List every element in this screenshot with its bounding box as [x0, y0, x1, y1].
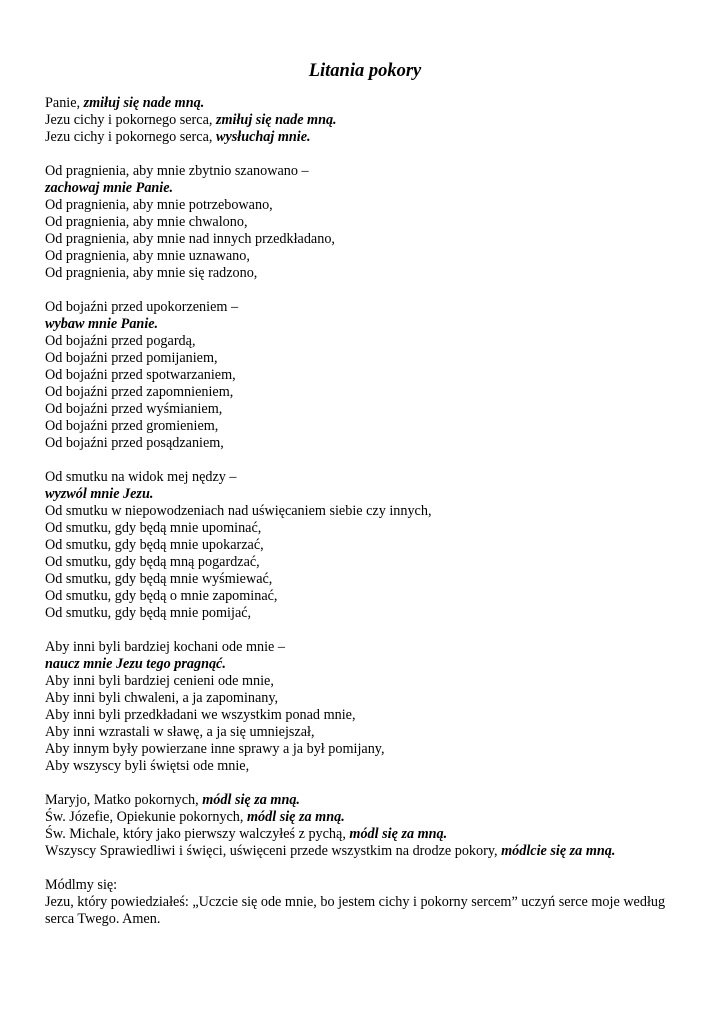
invocation-text: Od smutku, gdy będą o mnie zapominać,	[45, 588, 278, 604]
invocation-text: Panie,	[45, 95, 84, 111]
stanza	[45, 639, 685, 775]
litany-line	[45, 180, 685, 197]
invocation-text: Od smutku na widok mej nędzy –	[45, 469, 237, 485]
invocation-text: Jezu, który powiedziałeś: „Uczcie się ode mnie, bo jestem cichy i pokorny sercem” uczyń serce moje według serca Twego. Amen.	[45, 894, 666, 927]
stanza	[45, 469, 685, 622]
invocation-text: Módlmy się:	[45, 877, 118, 893]
litany-line	[45, 792, 685, 809]
litany-body	[45, 95, 685, 928]
litany-line	[45, 809, 685, 826]
invocation-text: Od smutku, gdy będą mnie upokarzać,	[45, 537, 264, 553]
litany-line	[45, 95, 685, 112]
litany-line	[45, 316, 685, 333]
response-text: módl się za mną.	[247, 809, 345, 825]
invocation-text: Od bojaźni przed upokorzeniem –	[45, 299, 239, 315]
invocation-text: Od smutku, gdy będą mnie upominać,	[45, 520, 262, 536]
litany-line	[45, 248, 685, 265]
invocation-text: Od bojaźni przed pogardą,	[45, 333, 196, 349]
invocation-text: Od bojaźni przed gromieniem,	[45, 418, 219, 434]
litany-line	[45, 350, 685, 367]
invocation-text: Aby innym były powierzane inne sprawy a ja był pomijany,	[45, 741, 385, 757]
litany-line	[45, 690, 685, 707]
litany-line	[45, 503, 685, 520]
litany-line	[45, 384, 685, 401]
invocation-text: Aby inni byli bardziej cenieni ode mnie,	[45, 673, 274, 689]
stanza	[45, 95, 685, 146]
invocation-text: Od bojaźni przed pomijaniem,	[45, 350, 218, 366]
litany-line	[45, 639, 685, 656]
litany-line	[45, 367, 685, 384]
litany-line	[45, 112, 685, 129]
invocation-text: Maryjo, Matko pokornych,	[45, 792, 203, 808]
page-title: Litania pokory	[308, 61, 422, 81]
litany-line	[45, 333, 685, 350]
invocation-text: Od smutku w niepowodzeniach nad uświęcaniem siebie czy innych,	[45, 503, 432, 519]
invocation-text: Jezu cichy i pokornego serca,	[45, 112, 216, 128]
litany-line	[45, 605, 685, 622]
invocation-text: Od pragnienia, aby mnie uznawano,	[45, 248, 250, 264]
litany-line	[45, 537, 685, 554]
response-text: wybaw mnie Panie.	[45, 316, 159, 332]
response-text: naucz mnie Jezu tego pragnąć.	[45, 656, 226, 672]
litany-line	[45, 520, 685, 537]
invocation-text: Od smutku, gdy będą mną pogardzać,	[45, 554, 260, 570]
invocation-text: Św. Józefie, Opiekunie pokornych,	[45, 809, 247, 825]
stanza	[45, 792, 685, 860]
litany-line	[45, 214, 685, 231]
litany-line	[45, 724, 685, 741]
litany-line	[45, 571, 685, 588]
invocation-text: Od bojaźni przed posądzaniem,	[45, 435, 224, 451]
invocation-text: Od pragnienia, aby mnie potrzebowano,	[45, 197, 273, 213]
invocation-text: Od smutku, gdy będą mnie wyśmiewać,	[45, 571, 273, 587]
response-text: módlcie się za mną.	[501, 843, 616, 859]
litany-line	[45, 673, 685, 690]
litany-line	[45, 418, 685, 435]
invocation-text: Od bojaźni przed spotwarzaniem,	[45, 367, 236, 383]
litany-line	[45, 197, 685, 214]
stanza	[45, 299, 685, 452]
response-text: zachowaj mnie Panie.	[45, 180, 174, 196]
litany-line	[45, 554, 685, 571]
invocation-text: Od pragnienia, aby mnie chwalono,	[45, 214, 248, 230]
invocation-text: Od pragnienia, aby mnie nad innych przedkładano,	[45, 231, 335, 247]
litany-line	[45, 758, 685, 775]
litany-line	[45, 486, 685, 503]
litany-line	[45, 877, 685, 894]
invocation-text: Od pragnienia, aby mnie zbytnio szanowano –	[45, 163, 309, 179]
invocation-text: Od bojaźni przed zapomnieniem,	[45, 384, 234, 400]
response-text: módl się za mną.	[202, 792, 300, 808]
litany-line	[45, 299, 685, 316]
invocation-text: Jezu cichy i pokornego serca,	[45, 129, 216, 145]
response-text: módl się za mną.	[349, 826, 448, 842]
response-text: zmiłuj się nade mną.	[215, 112, 337, 128]
litany-line	[45, 741, 685, 758]
litany-line	[45, 656, 685, 673]
invocation-text: Wszyscy Sprawiedliwi i święci, uświęceni przede wszystkim na drodze pokory,	[45, 843, 502, 859]
litany-line	[45, 707, 685, 724]
invocation-text: Od pragnienia, aby mnie się radzono,	[45, 265, 258, 281]
litany-line	[45, 843, 685, 860]
response-text: wyzwól mnie Jezu.	[45, 486, 154, 502]
litany-line	[45, 163, 685, 180]
invocation-text: Aby inni byli przedkładani we wszystkim ponad mnie,	[45, 707, 356, 723]
invocation-text: Aby wszyscy byli świętsi ode mnie,	[45, 758, 250, 774]
litany-line	[45, 265, 685, 282]
litany-line	[45, 826, 685, 843]
invocation-text: Aby inni byli bardziej kochani ode mnie –	[45, 639, 285, 655]
response-text: zmiłuj się nade mną.	[83, 95, 205, 111]
invocation-text: Aby inni wzrastali w sławę, a ja się umniejszał,	[45, 724, 315, 740]
litany-line	[45, 894, 685, 928]
invocation-text: Od smutku, gdy będą mnie pomijać,	[45, 605, 252, 621]
document-page	[45, 60, 685, 945]
litany-line	[45, 129, 685, 146]
litany-line	[45, 588, 685, 605]
invocation-text: Aby inni byli chwaleni, a ja zapominany,	[45, 690, 279, 706]
litany-line	[45, 231, 685, 248]
litany-line	[45, 469, 685, 486]
invocation-text: Od bojaźni przed wyśmianiem,	[45, 401, 223, 417]
response-text: wysłuchaj mnie.	[215, 129, 311, 145]
invocation-text: Św. Michale, który jako pierwszy walczyłeś z pychą,	[45, 826, 350, 842]
litany-line	[45, 435, 685, 452]
stanza	[45, 163, 685, 282]
litany-line	[45, 401, 685, 418]
stanza	[45, 877, 685, 928]
